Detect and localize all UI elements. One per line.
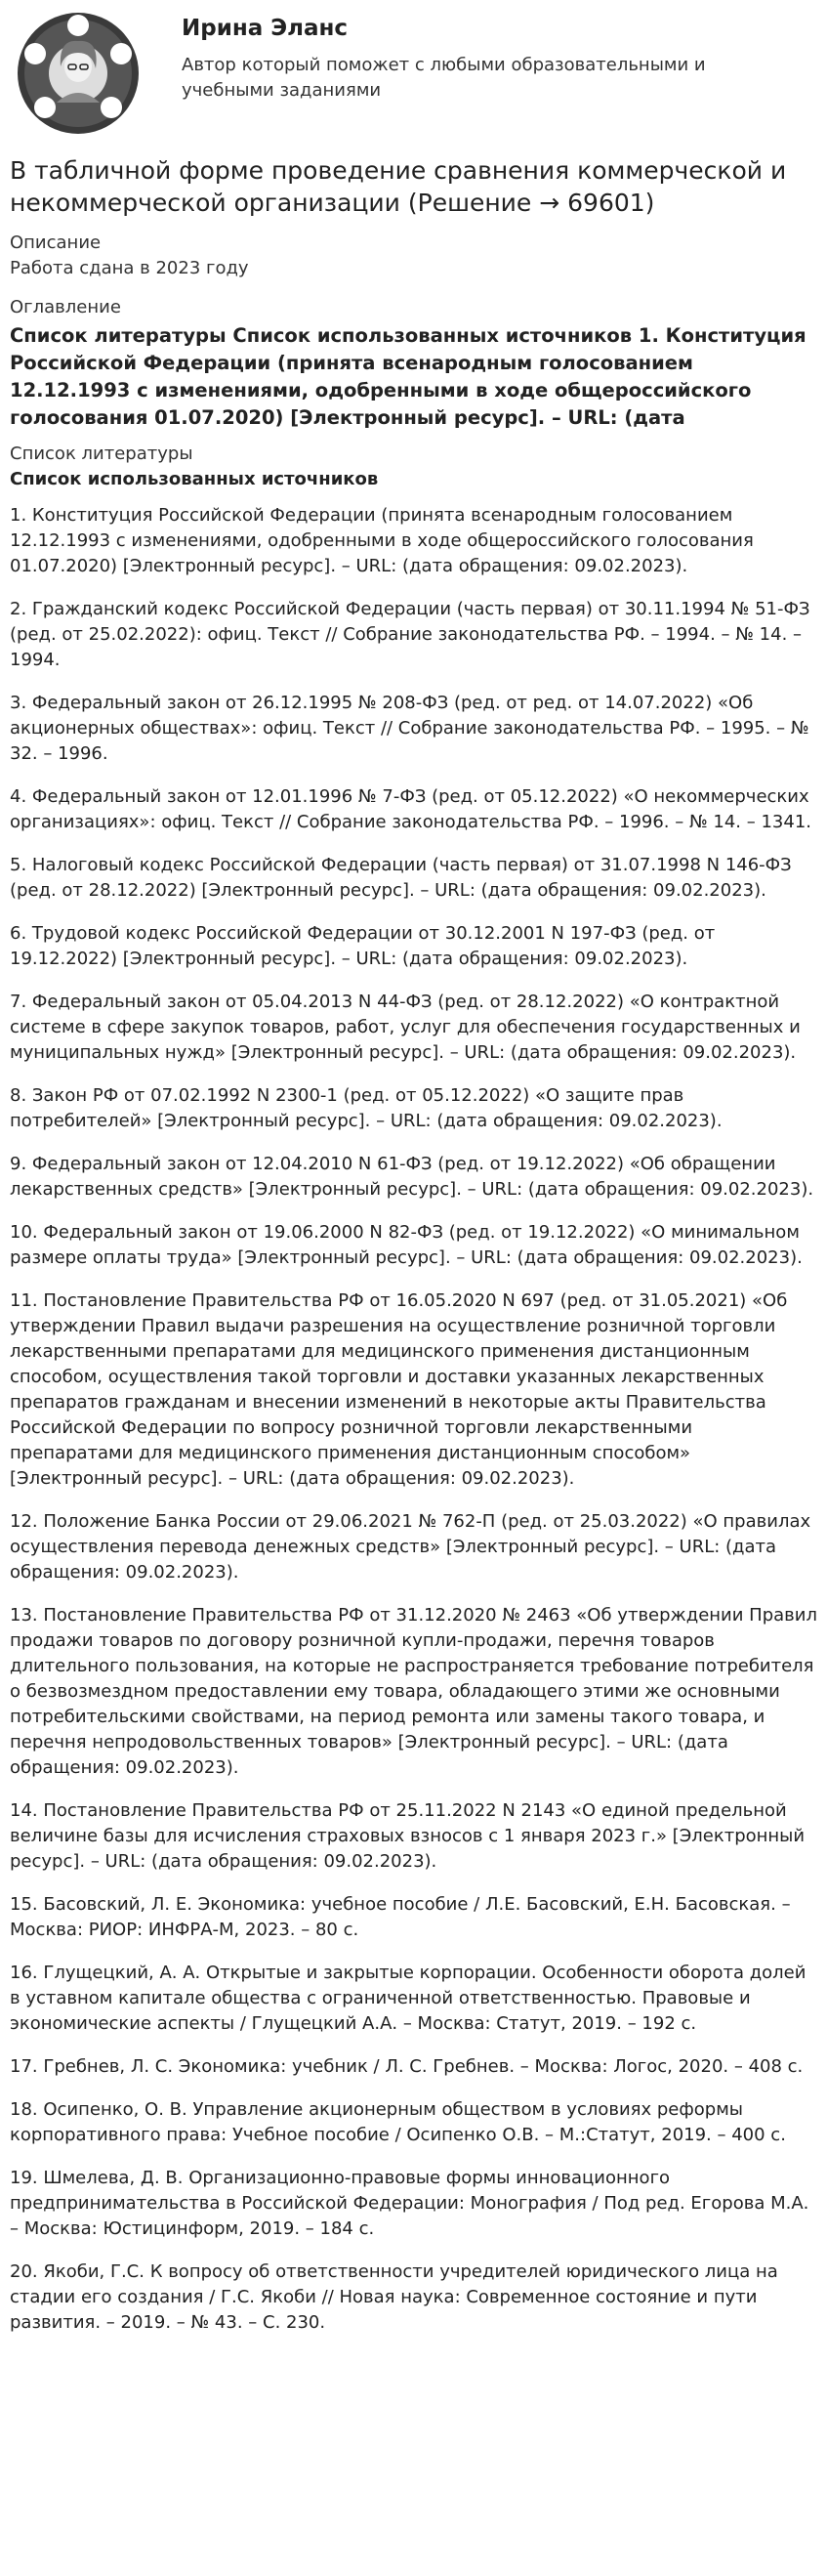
literature-label: Список литературы: [10, 443, 193, 464]
reference-item: 2. Гражданский кодекс Российской Федерации (часть первая) от 30.11.1994 № 51-ФЗ (ред. от 25.02.2022): офиц. Текст // Собрание законодательства РФ. – 1994. – № 14. – 1994.: [10, 599, 810, 670]
description-label: Описание: [10, 232, 102, 253]
reference-item: 4. Федеральный закон от 12.01.1996 № 7-ФЗ (ред. от 05.12.2022) «О некоммерческих организациях»: офиц. Текст // Собрание законодательства РФ. – 1996. – № 14. – 1341.: [10, 786, 812, 832]
reference-item: 10. Федеральный закон от 19.06.2000 N 82-ФЗ (ред. от 19.12.2022) «О минимальном размере оплаты труда» [Электронный ресурс]. – URL: (дата обращения: 09.02.2023).: [10, 1222, 803, 1268]
reference-item: 12. Положение Банка России от 29.06.2021 № 762-П (ред. от 25.03.2022) «О правилах осуществления перевода денежных средств» [Электронный ресурс]. – URL: (дата обращения: 09.02.2023).: [10, 1511, 811, 1583]
author-description: Автор который поможет с любыми образовательными и учебными заданиями: [182, 55, 706, 101]
film-reel-photo-icon: [10, 10, 146, 137]
reference-item: 6. Трудовой кодекс Российской Федерации от 30.12.2001 N 197-ФЗ (ред. от 19.12.2022) [Электронный ресурс]. – URL: (дата обращения: 09.02.2023).: [10, 923, 716, 969]
reference-item: 7. Федеральный закон от 05.04.2013 N 44-ФЗ (ред. от 28.12.2022) «О контрактной системе в сфере закупок товаров, работ, услуг для обеспечения государственных и муниципальных нужд» [Электронный ресурс]. – URL: (дата обращения: 09.02.2023).: [10, 992, 801, 1063]
author-card: [10, 10, 817, 137]
toc-label: Оглавление: [10, 297, 121, 317]
reference-item: 14. Постановление Правительства РФ от 25.11.2022 N 2143 «О единой предельной величине базы для исчисления страховых взносов с 1 января 2023 г.» [Электронный ресурс]. – URL: (дата обращения: 09.02.2023).: [10, 1800, 806, 1872]
reference-item: 13. Постановление Правительства РФ от 31.12.2020 № 2463 «Об утверждении Правил продажи товаров по договору розничной купли-продажи, перечня товаров длительного пользования, на которые не распространяется требование потребителя о безвозмездном предоставлении ему товара, обладающего этими же основными потребительскими свойствами, на период ремонта или замены такого товара, и перечня непродовольственных товаров» [Электронный ресурс]. – URL: (дата обращения: 09.02.2023).: [10, 1605, 817, 1778]
description-text: Работа сдана в 2023 году: [10, 258, 249, 278]
page-title: В табличной форме проведение сравнения коммерческой и некоммерческой организации (Решение → 69601): [10, 156, 787, 217]
reference-item: 8. Закон РФ от 07.02.1992 N 2300-1 (ред. от 05.12.2022) «О защите прав потребителей» [Электронный ресурс]. – URL: (дата обращения: 09.02.2023).: [10, 1085, 723, 1131]
reference-item: 20. Якоби, Г.С. К вопросу об ответственности учредителей юридического лица на стадии его создания / Г.С. Якоби // Новая наука: Современное состояние и пути развития. – 2019. – № 43. – С. 230.: [10, 2261, 778, 2333]
author-avatar[interactable]: [10, 10, 146, 137]
reference-item: 3. Федеральный закон от 26.12.1995 № 208-ФЗ (ред. от ред. от 14.07.2022) «Об акционерных обществах»: офиц. Текст // Собрание законодательства РФ. – 1995. – № 32. – 1996.: [10, 693, 809, 764]
toc-text: Список литературы Список использованных источников 1. Конституция Российской Федерации (принята всенародным голосованием 12.12.1993 с изменениями, одобренными в ходе общероссийского голосования 01.07.2020) [Электронный ресурс]. – URL: (дата: [10, 324, 806, 429]
reference-item: 16. Глущецкий, А. А. Открытые и закрытые корпорации. Особенности оборота долей в уставном капитале общества с ограниченной ответственностью. Правовые и экономические аспекты / Глущецкий А.А. – Москва: Статут, 2019. – 192 с.: [10, 1963, 806, 2034]
sources-title: Список использованных источников: [10, 469, 379, 489]
reference-item: 11. Постановление Правительства РФ от 16.05.2020 N 697 (ред. от 31.05.2021) «Об утверждении Правил выдачи разрешения на осуществление розничной торговли лекарственными препаратами для медицинского применения дистанционным способом, осуществления такой торговли и доставки указанных лекарственных препаратов гражданам и внесении изменений в некоторые акты Правительства Российской Федерации по вопросу розничной торговли лекарственными препаратами для медицинского применения дистанционным способом» [Электронный ресурс]. – URL: (дата обращения: 09.02.2023).: [10, 1290, 788, 1489]
reference-list: [10, 503, 817, 2336]
reference-item: 5. Налоговый кодекс Российской Федерации (часть первая) от 31.07.1998 N 146-ФЗ (ред. от 28.12.2022) [Электронный ресурс]. – URL: (дата обращения: 09.02.2023).: [10, 855, 792, 901]
reference-item: 19. Шмелева, Д. В. Организационно-правовые формы инновационного предпринимательства в Российской Федерации: Монография / Под ред. Егорова М.А. – Москва: Юстицинформ, 2019. – 184 с.: [10, 2168, 809, 2239]
reference-item: 15. Басовский, Л. Е. Экономика: учебное пособие / Л.Е. Басовский, Е.Н. Басовская. – Москва: РИОР: ИНФРА-М, 2023. – 80 с.: [10, 1894, 791, 1940]
reference-item: 1. Конституция Российской Федерации (принята всенародным голосованием 12.12.1993 с изменениями, одобренными в ходе общероссийского голосования 01.07.2020) [Электронный ресурс]. – URL: (дата обращения: 09.02.2023).: [10, 505, 754, 576]
reference-item: 17. Гребнев, Л. С. Экономика: учебник / Л. С. Гребнев. – Москва: Логос, 2020. – 408 с.: [10, 2056, 804, 2077]
reference-item: 18. Осипенко, О. В. Управление акционерным обществом в условиях реформы корпоративного права: Учебное пособие / Осипенко О.В. – М.:Статут, 2019. – 400 с.: [10, 2099, 786, 2145]
author-info: [182, 10, 728, 104]
reference-item: 9. Федеральный закон от 12.04.2010 N 61-ФЗ (ред. от 19.12.2022) «Об обращении лекарственных средств» [Электронный ресурс]. – URL: (дата обращения: 09.02.2023).: [10, 1154, 814, 1200]
author-name[interactable]: Ирина Эланс: [182, 16, 349, 41]
